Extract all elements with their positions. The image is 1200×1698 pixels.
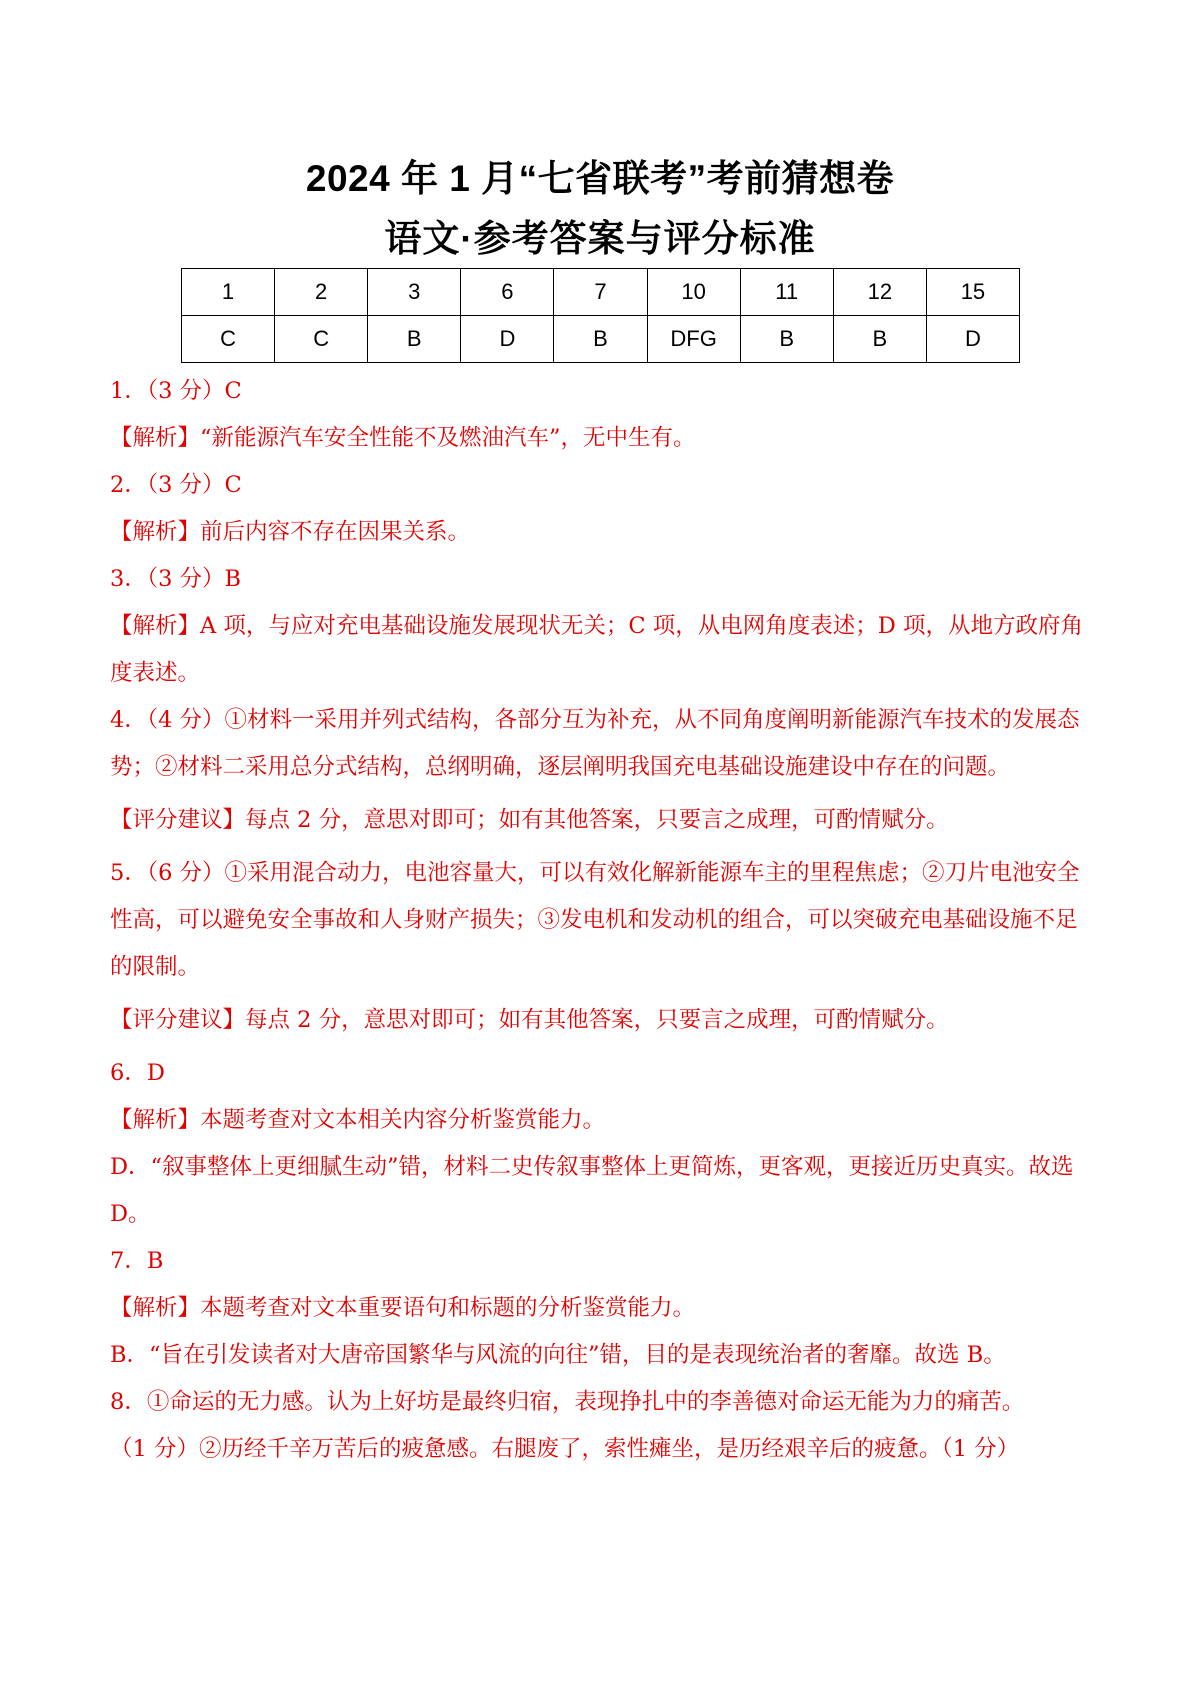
answer-heading: 3．（3 分）B xyxy=(110,566,242,592)
answer-text: 8．①命运的无力感。认为上好坊是最终归宿，表现挣扎中的李善德对命运无能为力的痛苦。 xyxy=(110,1389,1025,1415)
answer-cell: C xyxy=(182,316,275,363)
question-number-cell: 11 xyxy=(740,269,833,316)
answer-heading: 1．（3 分）C xyxy=(110,378,242,404)
scoring-suggestion: 【评分建议】每点 2 分，意思对即可；如有其他答案，只要言之成理，可酌情赋分。 xyxy=(110,807,949,833)
question-number-cell: 3 xyxy=(368,269,461,316)
answer-cell: B xyxy=(740,316,833,363)
answer-text: 5．（6 分）①采用混合动力，电池容量大，可以有效化解新能源车主的里程焦虑；②刀片电池安全性高，可以避免安全事故和人身财产损失；③发电机和发动机的组合，可以突破充电基础设施不足的限制。 xyxy=(110,860,1080,980)
answer-cell: C xyxy=(275,316,368,363)
answer-table xyxy=(181,268,1020,363)
analysis-text: 【解析】前后内容不存在因果关系。 xyxy=(110,519,471,545)
document-subtitle: 语文·参考答案与评分标准 xyxy=(384,218,816,259)
question-number-cell: 12 xyxy=(833,269,926,316)
document-title: 2024 年 1 月“七省联考”考前猜想卷 xyxy=(305,158,895,199)
answer-text: （1 分）②历经千辛万苦后的疲惫感。右腿废了，索性瘫坐，是历经艰辛后的疲惫。（1 分） xyxy=(110,1436,1020,1462)
question-number-cell: 15 xyxy=(926,269,1019,316)
analysis-text: 【解析】“新能源汽车安全性能不及燃油汽车”，无中生有。 xyxy=(110,425,696,451)
question-number-cell: 7 xyxy=(554,269,647,316)
question-number-cell: 1 xyxy=(182,269,275,316)
analysis-text: 【解析】本题考查对文本重要语句和标题的分析鉴赏能力。 xyxy=(110,1295,696,1321)
answer-heading: 7．B xyxy=(110,1248,164,1274)
answer-heading: 6．D xyxy=(110,1060,165,1086)
question-number-cell: 6 xyxy=(461,269,554,316)
answer-text: 4．（4 分）①材料一采用并列式结构，各部分互为补充，从不同角度阐明新能源汽车技术的发展态势；②材料二采用总分式结构，总纲明确，逐层阐明我国充电基础设施建设中存在的问题。 xyxy=(110,707,1080,780)
answer-table-number-row xyxy=(182,269,1020,316)
question-number-cell: 2 xyxy=(275,269,368,316)
answer-cell: B xyxy=(833,316,926,363)
analysis-text: B．“旨在引发读者对大唐帝国繁华与风流的向往”错，目的是表现统治者的奢靡。故选 B。 xyxy=(110,1342,1006,1368)
scoring-suggestion: 【评分建议】每点 2 分，意思对即可；如有其他答案，只要言之成理，可酌情赋分。 xyxy=(110,1007,949,1033)
answer-table-answer-row xyxy=(182,316,1020,363)
analysis-text: D．“叙事整体上更细腻生动”错，材料二史传叙事整体上更简炼，更客观，更接近历史真实。故选 D。 xyxy=(110,1154,1074,1227)
answer-heading: 2．（3 分）C xyxy=(110,472,242,498)
answer-cell: D xyxy=(461,316,554,363)
analysis-text: 【解析】A 项，与应对充电基础设施发展现状无关；C 项，从电网角度表述；D 项，从地方政府角度表述。 xyxy=(110,613,1083,686)
answer-cell: DFG xyxy=(647,316,740,363)
question-number-cell: 10 xyxy=(647,269,740,316)
answer-cell: B xyxy=(554,316,647,363)
answer-content xyxy=(110,368,1096,1473)
analysis-text: 【解析】本题考查对文本相关内容分析鉴赏能力。 xyxy=(110,1107,606,1133)
answer-cell: D xyxy=(926,316,1019,363)
answer-cell: B xyxy=(368,316,461,363)
